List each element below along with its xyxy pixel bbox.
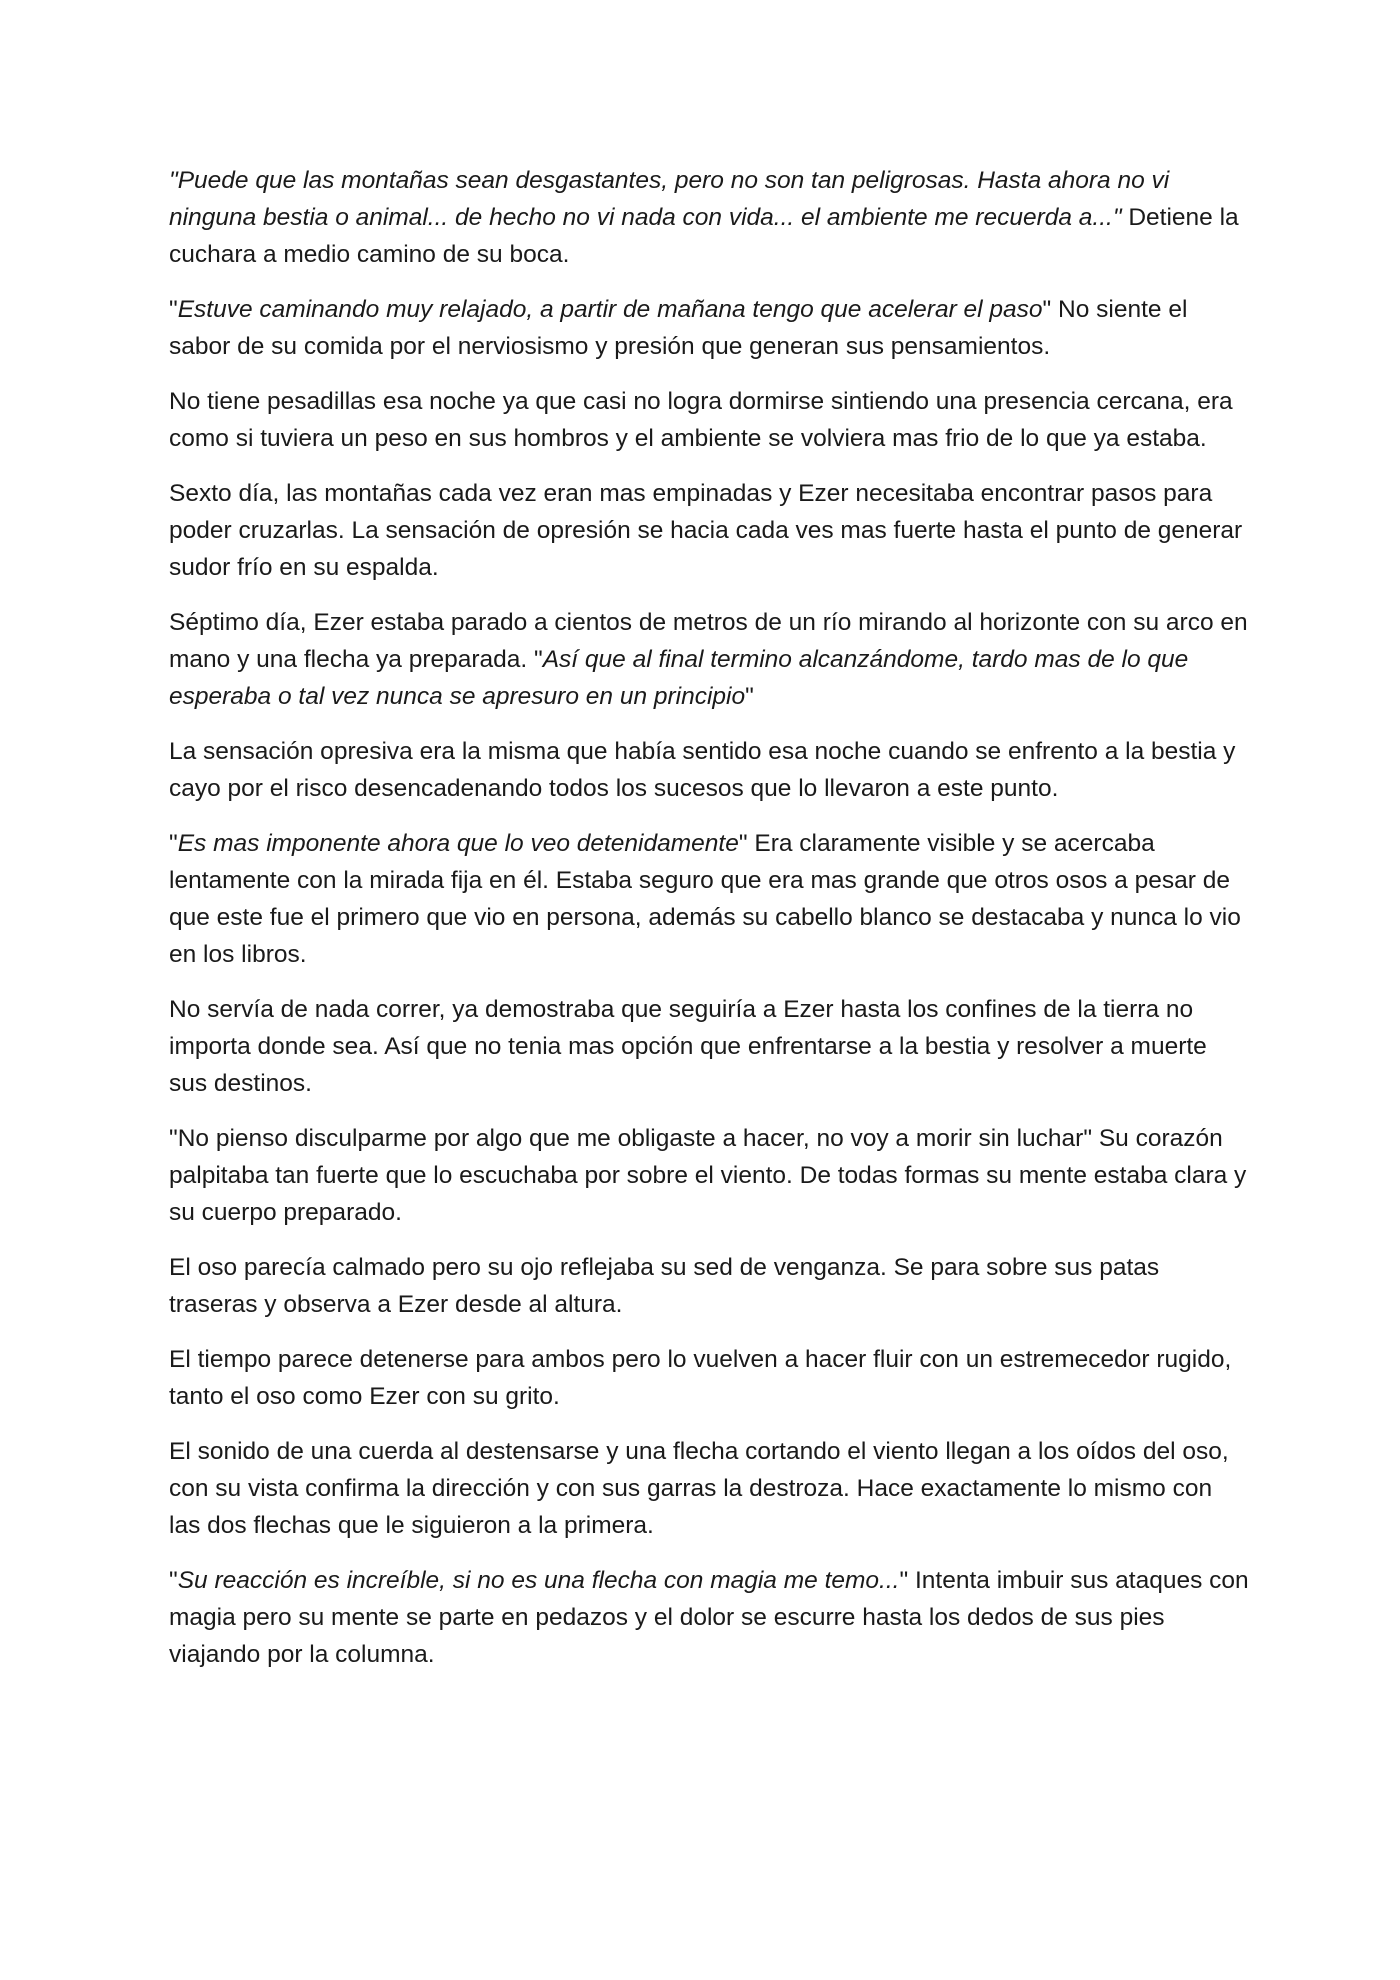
narrative-text: El sonido de una cuerda al destensarse y una flecha cortando el viento llegan a los oídos del oso, con su vista confirma la dirección y con sus garras la destroza. Hace exactamente lo mismo con las dos flechas que le siguieron a la primera.: [169, 1438, 1229, 1539]
narrative-text: " Era claramente visible y se acercaba lentamente con la mirada fija en él. Estaba seguro que era mas grande que otros osos a pesar de que este fue el primero que vio en persona, además su cabello blanco se destacaba y nunca lo vio en los libros.: [169, 830, 1241, 968]
narrative-text: " No siente el sabor de su comida por el nerviosismo y presión que generan sus pensamientos.: [169, 296, 1188, 360]
italic-dialogue-text: Así que al final termino alcanzándome, tardo mas de lo que esperaba o tal vez nunca se apresuro en un principio: [169, 646, 1189, 710]
paragraph: [169, 162, 1249, 273]
paragraph: [169, 1341, 1249, 1415]
paragraph: [169, 1562, 1249, 1673]
paragraph: [169, 475, 1249, 586]
narrative-text: ": [169, 1567, 178, 1594]
paragraph: [169, 991, 1249, 1102]
italic-dialogue-text: Es mas imponente ahora que lo veo detenidamente: [177, 830, 739, 857]
italic-dialogue-text: Su reacción es increíble, si no es una flecha con magia me temo...: [177, 1567, 900, 1594]
italic-dialogue-text: "Puede que las montañas sean desgastantes, pero no son tan peligrosas. Hasta ahora no vi ninguna bestia o animal... de hecho no vi nada con vida... el ambiente me recuerda a...": [169, 167, 1170, 231]
paragraph: [169, 733, 1249, 807]
narrative-text: Detiene la cuchara a medio camino de su boca.: [169, 204, 1239, 268]
narrative-text: ": [169, 830, 178, 857]
paragraph: [169, 1120, 1249, 1231]
document-page: [169, 162, 1249, 1691]
narrative-text: No tiene pesadillas esa noche ya que casi no logra dormirse sintiendo una presencia cercana, era como si tuviera un peso en sus hombros y el ambiente se volviera mas frio de lo que ya estaba.: [169, 388, 1233, 452]
narrative-text: ": [745, 683, 754, 710]
narrative-text: No servía de nada correr, ya demostraba que seguiría a Ezer hasta los confines de la tierra no importa donde sea. Así que no tenia mas opción que enfrentarse a la bestia y resolver a muerte sus destinos.: [169, 996, 1207, 1097]
narrative-text: ": [169, 296, 178, 323]
narrative-text: El oso parecía calmado pero su ojo reflejaba su sed de venganza. Se para sobre sus patas traseras y observa a Ezer desde al altura.: [169, 1254, 1160, 1318]
paragraph: [169, 1249, 1249, 1323]
paragraph: [169, 291, 1249, 365]
paragraph: [169, 604, 1249, 715]
paragraph: [169, 383, 1249, 457]
narrative-text: " Intenta imbuir sus ataques con magia pero su mente se parte en pedazos y el dolor se escurre hasta los dedos de sus pies viajando por la columna.: [169, 1567, 1249, 1668]
italic-dialogue-text: Estuve caminando muy relajado, a partir de mañana tengo que acelerar el paso: [177, 296, 1043, 323]
paragraph: [169, 825, 1249, 973]
narrative-text: La sensación opresiva era la misma que había sentido esa noche cuando se enfrento a la bestia y cayo por el risco desencadenando todos los sucesos que lo llevaron a este punto.: [169, 738, 1236, 802]
narrative-text: El tiempo parece detenerse para ambos pero lo vuelven a hacer fluir con un estremecedor rugido, tanto el oso como Ezer con su grito.: [169, 1346, 1232, 1410]
narrative-text: "No pienso disculparme por algo que me obligaste a hacer, no voy a morir sin luchar" Su corazón palpitaba tan fuerte que lo escuchaba por sobre el viento. De todas formas su mente estaba clara y su cuerpo preparado.: [169, 1125, 1247, 1226]
narrative-text: Sexto día, las montañas cada vez eran mas empinadas y Ezer necesitaba encontrar pasos para poder cruzarlas. La sensación de opresión se hacia cada ves mas fuerte hasta el punto de generar sudor frío en su espalda.: [169, 480, 1243, 581]
paragraph: [169, 1433, 1249, 1544]
narrative-text: Séptimo día, Ezer estaba parado a cientos de metros de un río mirando al horizonte con su arco en mano y una flecha ya preparada. ": [169, 609, 1248, 673]
